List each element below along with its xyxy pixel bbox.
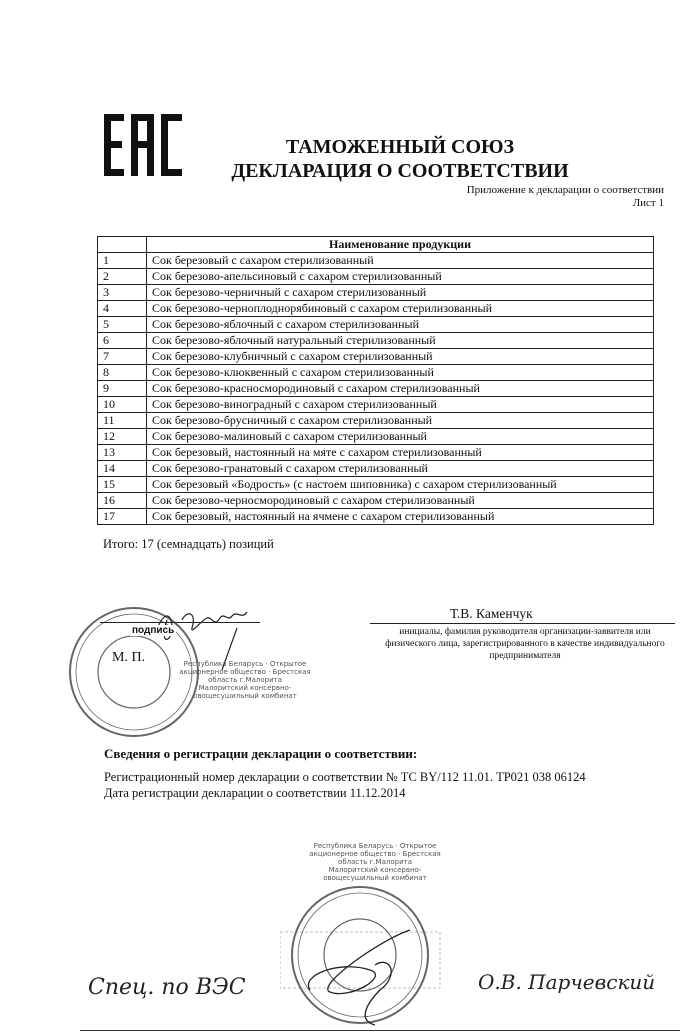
signature-line [100,622,260,623]
product-name: Сок березовый с сахаром стерилизованный [147,253,654,269]
table-row [98,365,654,381]
table-row [98,477,654,493]
table-row [98,493,654,509]
row-number: 12 [98,429,147,445]
product-name: Сок березово-брусничный с сахаром стерилизованный [147,413,654,429]
row-number: 17 [98,509,147,525]
row-number: 11 [98,413,147,429]
product-name: Сок березово-яблочный натуральный стерилизованный [147,333,654,349]
row-number: 7 [98,349,147,365]
table-row [98,253,654,269]
stamp1-inner-text: Малоритский консервно-овощесушильный комбинат [193,684,297,700]
table-row [98,429,654,445]
handwritten-position: Спец. по ВЭС [88,975,246,1000]
stamp1-legend [170,660,320,700]
table-row [98,317,654,333]
registration-title: Сведения о регистрации декларации о соответствии: [104,746,418,761]
table-header-row [98,237,654,253]
table-row [98,413,654,429]
eac-mark-icon [104,114,184,176]
company-stamp-2 [280,880,470,1030]
signature-label: подпись [132,625,175,636]
product-name: Сок березово-красносмородиновый с сахаром стерилизованный [147,381,654,397]
row-number: 2 [98,269,147,285]
row-number: 13 [98,445,147,461]
header-declaration-title: ДЕКЛАРАЦИЯ О СООТВЕТСТВИИ [231,160,569,182]
table-row [98,269,654,285]
table-row [98,285,654,301]
product-name: Сок березовый, настоянный на мяте с сахаром стерилизованный [147,445,654,461]
seal-place-label: М. П. [112,650,146,665]
row-number: 15 [98,477,147,493]
sheet-label: Лист 1 [632,197,664,209]
table-row [98,349,654,365]
handwritten-name: О.В. Парчевский [478,970,656,994]
product-name: Сок березово-черносмородиновый с сахаром стерилизованный [147,493,654,509]
product-name: Сок березово-клюквенный с сахаром стерилизованный [147,365,654,381]
product-name: Сок березово-черничный с сахаром стерилизованный [147,285,654,301]
total-positions: Итого: 17 (семнадцать) позиций [103,537,274,551]
row-number: 8 [98,365,147,381]
row-number: 9 [98,381,147,397]
head-name: Т.В. Каменчук [450,606,533,621]
table-row [98,445,654,461]
row-number: 10 [98,397,147,413]
stamp2-outer-text: Республика Беларусь · Открытое акционерное общество · Брестская область г.Малорита [309,842,441,866]
table-row [98,381,654,397]
products-table [97,236,654,525]
product-name: Сок березово-яблочный с сахаром стерилизованный [147,317,654,333]
product-name: Сок березово-малиновый с сахаром стерилизованный [147,429,654,445]
stamp2-legend [300,842,450,882]
column-header-product-name: Наименование продукции [147,237,654,253]
registration-date: Дата регистрации декларации о соответствии 11.12.2014 [104,786,406,800]
table-row [98,509,654,525]
table-row [98,461,654,477]
header-union-title: ТАМОЖЕННЫЙ СОЮЗ [285,136,515,158]
registration-number: Регистрационный номер декларации о соответствии № ТС BY/112 11.01. ТР021 038 06124 [104,770,586,784]
product-name: Сок березово-апельсиновый с сахаром стерилизованный [147,269,654,285]
product-name: Сок березово-гранатовый с сахаром стерилизованный [147,461,654,477]
table-row [98,397,654,413]
copy-frame [280,932,440,988]
product-name: Сок березовый «Бодрость» (с настоем шиповника) с сахаром стерилизованный [147,477,654,493]
table-row [98,333,654,349]
row-number: 14 [98,461,147,477]
bottom-rule [80,1030,680,1031]
row-number: 5 [98,317,147,333]
appendix-label: Приложение к декларации о соответствии [466,184,664,196]
head-name-line [370,623,675,624]
table-row [98,301,654,317]
product-name: Сок березово-черноплоднорябиновый с сахаром стерилизованный [147,301,654,317]
product-name: Сок березово-виноградный с сахаром стерилизованный [147,397,654,413]
row-number: 4 [98,301,147,317]
appendix-note [467,184,664,210]
row-number: 16 [98,493,147,509]
product-name: Сок березовый, настоянный на ячмене с сахаром стерилизованный [147,509,654,525]
row-number: 3 [98,285,147,301]
row-number: 1 [98,253,147,269]
row-number: 6 [98,333,147,349]
stamp1-outer-text: Республика Беларусь · Открытое акционерное общество · Брестская область г.Малорита [179,660,311,684]
column-header-number [98,237,147,253]
stamp2-inner-text: Малоритский консервно-овощесушильный комбинат [323,866,427,882]
product-name: Сок березово-клубничный с сахаром стерилизованный [147,349,654,365]
head-caption: инициалы, фамилия руководителя организации-заявителя или физического лица, зарегистрированного в качестве индивидуального предпринимателя [385,627,665,661]
